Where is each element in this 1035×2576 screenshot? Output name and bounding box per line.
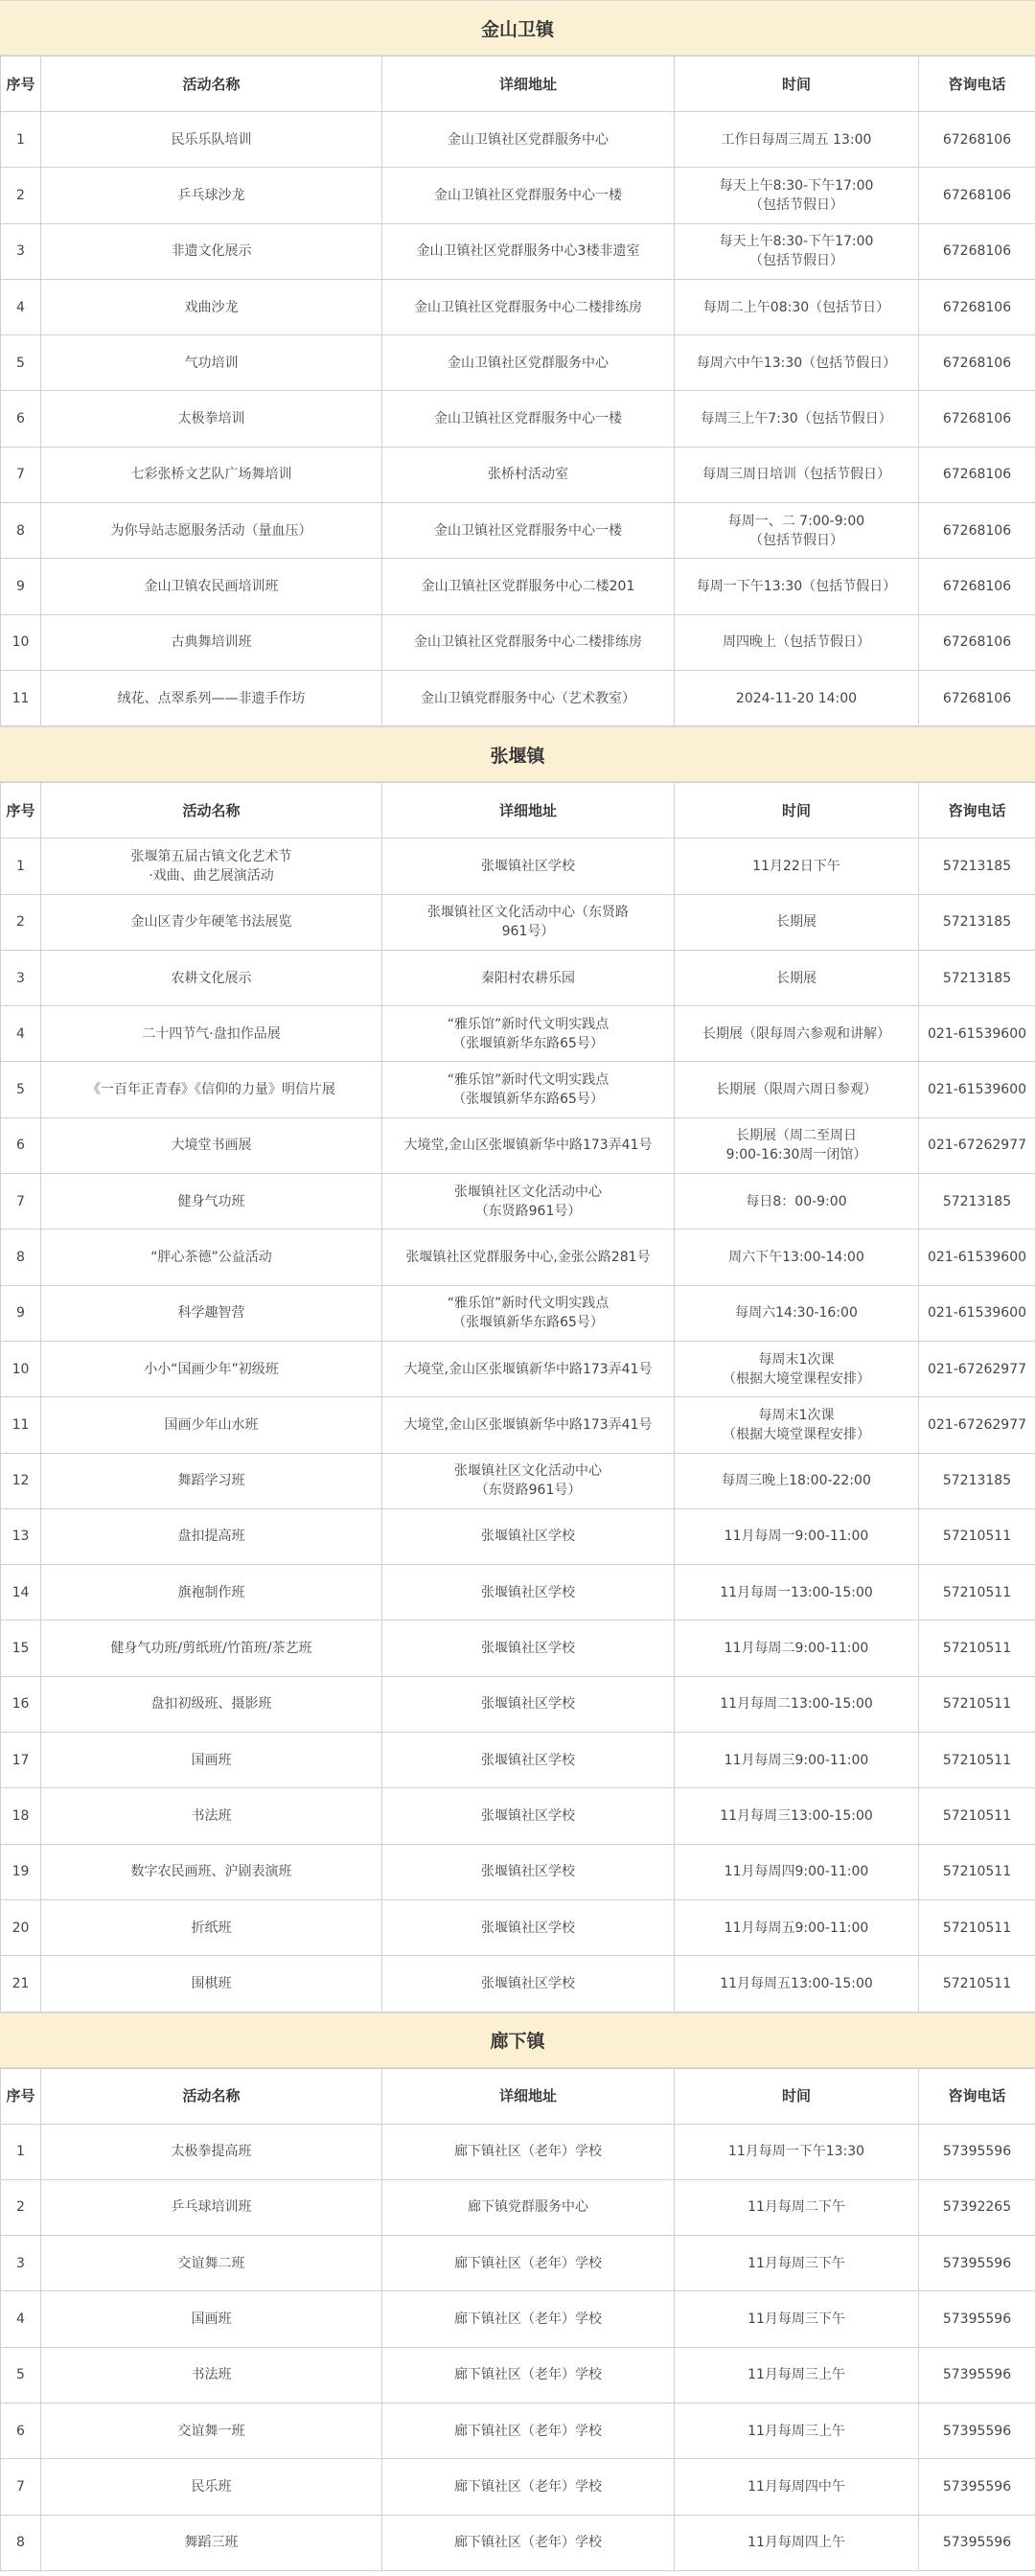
cell-activity-name: 戏曲沙龙 [41,279,382,334]
section-title: 廊下镇 [0,2012,1035,2068]
cell-row-index: 17 [1,1733,41,1788]
cell-row-index: 10 [1,1341,41,1396]
cell-address: “雅乐馆”新时代文明实践点 （张堰镇新华东路65号） [382,1062,675,1117]
table-row [1,1621,1035,1676]
cell-time: 11月每周四中午 [675,2459,919,2515]
section-title: 张堰镇 [0,726,1035,782]
cell-activity-name: 乒乓球培训班 [41,2179,382,2235]
cell-activity-name: 大境堂书画展 [41,1117,382,1173]
header-activity-name: 活动名称 [41,57,382,112]
cell-address: 张堰镇社区学校 [382,1788,675,1844]
cell-time: 每周三周日培训（包括节假日） [675,447,919,502]
cell-row-index: 6 [1,1117,41,1173]
cell-time: 每周三上午7:30（包括节假日） [675,391,919,447]
cell-row-index: 5 [1,2347,41,2403]
header-address: 详细地址 [382,57,675,112]
cell-row-index: 18 [1,1788,41,1844]
cell-phone: 021-61539600 [919,1006,1035,1062]
cell-phone: 57395596 [919,2403,1035,2458]
cell-activity-name: 乒乓球沙龙 [41,168,382,223]
cell-activity-name: 国画少年山水班 [41,1397,382,1453]
table-row [1,279,1035,334]
cell-row-index: 21 [1,1956,41,2012]
cell-address: 张堰镇社区学校 [382,1844,675,1899]
cell-row-index: 3 [1,950,41,1005]
cell-time: 周四晚上（包括节假日） [675,614,919,670]
cell-activity-name: 盘扣初级班、摄影班 [41,1676,382,1732]
table-row [1,2403,1035,2458]
cell-address: 大境堂,金山区张堰镇新华中路173弄41号 [382,1341,675,1396]
cell-activity-name: 金山区青少年硬笔书法展览 [41,894,382,950]
header-row-index: 序号 [1,783,41,839]
table-header-row [1,57,1035,112]
cell-address: 张堰镇社区文化活动中心（东贤路 961号） [382,894,675,950]
cell-address: 张堰镇社区学校 [382,1565,675,1621]
cell-activity-name: 农耕文化展示 [41,950,382,1005]
table-row [1,1174,1035,1230]
cell-phone: 67268106 [919,223,1035,279]
cell-activity-name: 绒花、点翠系列——非遗手作坊 [41,670,382,725]
cell-activity-name: 太极拳培训 [41,391,382,447]
cell-time: 周六下午13:00-14:00 [675,1230,919,1285]
cell-phone: 57395596 [919,2515,1035,2570]
cell-address: 秦阳村农耕乐园 [382,950,675,1005]
cell-time: 长期展（限每周六参观和讲解） [675,1006,919,1062]
cell-address: 廊下镇社区（老年）学校 [382,2347,675,2403]
table-row [1,1006,1035,1062]
cell-time: 长期展 [675,950,919,1005]
cell-row-index: 2 [1,894,41,950]
cell-time: 每日8：00-9:00 [675,1174,919,1230]
cell-row-index: 19 [1,1844,41,1899]
cell-row-index: 11 [1,1397,41,1453]
cell-phone: 021-67262977 [919,1117,1035,1173]
cell-phone: 021-61539600 [919,1285,1035,1341]
cell-activity-name: 二十四节气·盘扣作品展 [41,1006,382,1062]
cell-phone: 67268106 [919,112,1035,168]
cell-time: 2024-11-20 14:00 [675,670,919,725]
cell-phone: 67268106 [919,670,1035,725]
cell-phone: 57210511 [919,1956,1035,2012]
header-time: 时间 [675,2068,919,2124]
table-row [1,894,1035,950]
cell-time: 11月每周二9:00-11:00 [675,1621,919,1676]
table-row [1,559,1035,614]
cell-phone: 57213185 [919,950,1035,1005]
cell-address: 张堰镇社区文化活动中心 （东贤路961号） [382,1174,675,1230]
cell-activity-name: 交谊舞二班 [41,2236,382,2291]
cell-time: 11月每周三下午 [675,2236,919,2291]
cell-phone: 57210511 [919,1899,1035,1955]
cell-row-index: 1 [1,112,41,168]
cell-time: 长期展 [675,894,919,950]
cell-time: 11月每周一9:00-11:00 [675,1508,919,1564]
town-section [0,726,1035,2012]
cell-time: 长期展（限周六周日参观） [675,1062,919,1117]
cell-row-index: 8 [1,1230,41,1285]
cell-address: 大境堂,金山区张堰镇新华中路173弄41号 [382,1117,675,1173]
cell-address: 张堰镇社区学校 [382,1733,675,1788]
cell-activity-name: 七彩张桥文艺队广场舞培训 [41,447,382,502]
cell-activity-name: 书法班 [41,2347,382,2403]
cell-phone: 57395596 [919,2124,1035,2179]
cell-time: 11月每周三13:00-15:00 [675,1788,919,1844]
cell-phone: 57395596 [919,2347,1035,2403]
town-section [0,2012,1035,2571]
cell-phone: 67268106 [919,335,1035,391]
table-row [1,1733,1035,1788]
table-row [1,1565,1035,1621]
table-row [1,670,1035,725]
cell-address: “雅乐馆”新时代文明实践点 （张堰镇新华东路65号） [382,1285,675,1341]
cell-time: 每周三晚上18:00-22:00 [675,1453,919,1508]
header-time: 时间 [675,57,919,112]
table-row [1,1341,1035,1396]
cell-phone: 57213185 [919,894,1035,950]
cell-activity-name: 气功培训 [41,335,382,391]
table-row [1,391,1035,447]
cell-time: 每周二上午08:30（包括节日） [675,279,919,334]
table-row [1,1956,1035,2012]
table-row [1,2236,1035,2291]
cell-time: 每天上午8:30-下午17:00 （包括节假日） [675,223,919,279]
cell-address: 张堰镇社区学校 [382,1621,675,1676]
cell-time: 每周一、二 7:00-9:00 （包括节假日） [675,503,919,559]
cell-row-index: 6 [1,391,41,447]
cell-phone: 57213185 [919,1174,1035,1230]
cell-address: 廊下镇社区（老年）学校 [382,2515,675,2570]
cell-row-index: 15 [1,1621,41,1676]
cell-address: 金山卫镇社区党群服务中心一楼 [382,503,675,559]
cell-activity-name: 围棋班 [41,1956,382,2012]
cell-time: 11月每周四9:00-11:00 [675,1844,919,1899]
table-row [1,2347,1035,2403]
cell-row-index: 10 [1,614,41,670]
cell-address: 张堰镇社区党群服务中心,金张公路281号 [382,1230,675,1285]
cell-address: 张堰镇社区学校 [382,839,675,894]
cell-row-index: 1 [1,2124,41,2179]
cell-address: 廊下镇社区（老年）学校 [382,2459,675,2515]
cell-activity-name: 国画班 [41,2291,382,2347]
cell-phone: 67268106 [919,168,1035,223]
cell-time: 11月每周三下午 [675,2291,919,2347]
cell-address: 廊下镇社区（老年）学校 [382,2124,675,2179]
cell-address: 廊下镇社区（老年）学校 [382,2291,675,2347]
cell-row-index: 16 [1,1676,41,1732]
cell-row-index: 8 [1,503,41,559]
cell-time: 11月22日下午 [675,839,919,894]
cell-address: 廊下镇党群服务中心 [382,2179,675,2235]
cell-row-index: 9 [1,1285,41,1341]
town-section [0,0,1035,726]
cell-time: 11月每周一下午13:30 [675,2124,919,2179]
cell-activity-name: 太极拳提高班 [41,2124,382,2179]
table-row [1,447,1035,502]
cell-address: 金山卫镇社区党群服务中心二楼排练房 [382,614,675,670]
cell-activity-name: 民乐乐队培训 [41,112,382,168]
table-row [1,2459,1035,2515]
cell-address: 金山卫镇社区党群服务中心二楼201 [382,559,675,614]
table-row [1,1117,1035,1173]
cell-activity-name: 舞蹈学习班 [41,1453,382,1508]
cell-phone: 021-61539600 [919,1230,1035,1285]
cell-row-index: 4 [1,279,41,334]
cell-phone: 57395596 [919,2236,1035,2291]
cell-row-index: 1 [1,839,41,894]
cell-row-index: 4 [1,2291,41,2347]
cell-phone: 57213185 [919,1453,1035,1508]
header-phone: 咨询电话 [919,783,1035,839]
table-header-row [1,783,1035,839]
table-row [1,335,1035,391]
header-address: 详细地址 [382,783,675,839]
cell-row-index: 9 [1,559,41,614]
cell-phone: 67268106 [919,279,1035,334]
cell-time: 每天上午8:30-下午17:00 （包括节假日） [675,168,919,223]
cell-activity-name: 交谊舞一班 [41,2403,382,2458]
cell-phone: 57210511 [919,1621,1035,1676]
cell-activity-name: 非遗文化展示 [41,223,382,279]
cell-row-index: 13 [1,1508,41,1564]
table-row [1,950,1035,1005]
cell-phone: 57395596 [919,2459,1035,2515]
cell-address: 金山卫镇社区党群服务中心一楼 [382,391,675,447]
cell-phone: 57210511 [919,1565,1035,1621]
cell-activity-name: 为你导站志愿服务活动（量血压） [41,503,382,559]
cell-time: 11月每周二13:00-15:00 [675,1676,919,1732]
cell-time: 每周末1次课 （根据大境堂课程安排） [675,1341,919,1396]
cell-phone: 57392265 [919,2179,1035,2235]
table-row [1,1508,1035,1564]
cell-address: 张堰镇社区学校 [382,1899,675,1955]
table-row [1,1230,1035,1285]
cell-row-index: 5 [1,1062,41,1117]
table-row [1,2124,1035,2179]
cell-address: 张堰镇社区学校 [382,1956,675,2012]
cell-phone: 57210511 [919,1844,1035,1899]
header-row-index: 序号 [1,2068,41,2124]
cell-phone: 67268106 [919,391,1035,447]
cell-phone: 57210511 [919,1788,1035,1844]
cell-activity-name: 《一百年正青春》《信仰的力量》明信片展 [41,1062,382,1117]
cell-row-index: 8 [1,2515,41,2570]
cell-address: 金山卫镇社区党群服务中心 [382,112,675,168]
header-time: 时间 [675,783,919,839]
header-address: 详细地址 [382,2068,675,2124]
header-row-index: 序号 [1,57,41,112]
cell-activity-name: 科学趣智营 [41,1285,382,1341]
cell-phone: 57210511 [919,1733,1035,1788]
cell-activity-name: 旗袍制作班 [41,1565,382,1621]
table-row [1,1062,1035,1117]
cell-time: 11月每周三上午 [675,2347,919,2403]
cell-row-index: 3 [1,223,41,279]
header-activity-name: 活动名称 [41,783,382,839]
cell-address: 廊下镇社区（老年）学校 [382,2236,675,2291]
cell-address: 大境堂,金山区张堰镇新华中路173弄41号 [382,1397,675,1453]
cell-phone: 57395596 [919,2291,1035,2347]
table-row [1,2515,1035,2570]
cell-address: “雅乐馆”新时代文明实践点 （张堰镇新华东路65号） [382,1006,675,1062]
cell-address: 金山卫镇党群服务中心（艺术教室） [382,670,675,725]
cell-row-index: 5 [1,335,41,391]
cell-activity-name: 盘扣提高班 [41,1508,382,1564]
cell-activity-name: 书法班 [41,1788,382,1844]
cell-phone: 57210511 [919,1676,1035,1732]
table-row [1,223,1035,279]
cell-phone: 67268106 [919,447,1035,502]
cell-row-index: 3 [1,2236,41,2291]
cell-activity-name: 小小“国画少年”初级班 [41,1341,382,1396]
table-row [1,2291,1035,2347]
cell-row-index: 20 [1,1899,41,1955]
cell-address: 张堰镇社区文化活动中心 （东贤路961号） [382,1453,675,1508]
cell-time: 每周六14:30-16:00 [675,1285,919,1341]
cell-address: 张堰镇社区学校 [382,1676,675,1732]
cell-time: 11月每周二下午 [675,2179,919,2235]
cell-activity-name: “胖心茶德”公益活动 [41,1230,382,1285]
cell-activity-name: 国画班 [41,1733,382,1788]
cell-phone: 021-67262977 [919,1397,1035,1453]
cell-time: 11月每周五9:00-11:00 [675,1899,919,1955]
table-row [1,1453,1035,1508]
cell-address: 张堰镇社区学校 [382,1508,675,1564]
table-row [1,2179,1035,2235]
cell-time: 每周六中午13:30（包括节假日） [675,335,919,391]
cell-phone: 57213185 [919,839,1035,894]
cell-address: 廊下镇社区（老年）学校 [382,2403,675,2458]
header-phone: 咨询电话 [919,57,1035,112]
cell-address: 金山卫镇社区党群服务中心二楼排练房 [382,279,675,334]
cell-time: 长期展（周二至周日 9:00-16:30周一闭馆） [675,1117,919,1173]
cell-activity-name: 折纸班 [41,1899,382,1955]
cell-phone: 67268106 [919,614,1035,670]
cell-phone: 021-67262977 [919,1341,1035,1396]
cell-activity-name: 数字农民画班、沪剧表演班 [41,1844,382,1899]
cell-activity-name: 金山卫镇农民画培训班 [41,559,382,614]
cell-time: 每周一下午13:30（包括节假日） [675,559,919,614]
cell-time: 11月每周三9:00-11:00 [675,1733,919,1788]
cell-row-index: 2 [1,2179,41,2235]
table-row [1,503,1035,559]
table-row [1,1844,1035,1899]
cell-activity-name: 健身气功班/剪纸班/竹笛班/茶艺班 [41,1621,382,1676]
cell-time: 11月每周四上午 [675,2515,919,2570]
table-row [1,1397,1035,1453]
cell-activity-name: 民乐班 [41,2459,382,2515]
table-row [1,1899,1035,1955]
activity-table [0,2068,1035,2571]
table-row [1,1788,1035,1844]
table-row [1,112,1035,168]
cell-address: 金山卫镇社区党群服务中心一楼 [382,168,675,223]
cell-activity-name: 舞蹈三班 [41,2515,382,2570]
cell-address: 金山卫镇社区党群服务中心3楼非遗室 [382,223,675,279]
cell-phone: 021-61539600 [919,1062,1035,1117]
cell-row-index: 7 [1,1174,41,1230]
cell-phone: 57210511 [919,1508,1035,1564]
activity-table [0,782,1035,2012]
cell-row-index: 14 [1,1565,41,1621]
table-header-row [1,2068,1035,2124]
cell-row-index: 12 [1,1453,41,1508]
table-row [1,614,1035,670]
table-row [1,1676,1035,1732]
cell-activity-name: 健身气功班 [41,1174,382,1230]
cell-row-index: 2 [1,168,41,223]
table-row [1,168,1035,223]
cell-address: 张桥村活动室 [382,447,675,502]
cell-row-index: 11 [1,670,41,725]
cell-row-index: 7 [1,2459,41,2515]
cell-row-index: 4 [1,1006,41,1062]
activity-table [0,56,1035,726]
cell-row-index: 7 [1,447,41,502]
cell-phone: 67268106 [919,503,1035,559]
header-activity-name: 活动名称 [41,2068,382,2124]
table-row [1,1285,1035,1341]
cell-row-index: 6 [1,2403,41,2458]
cell-activity-name: 张堰第五届古镇文化艺术节 ·戏曲、曲艺展演活动 [41,839,382,894]
cell-time: 11月每周五13:00-15:00 [675,1956,919,2012]
cell-address: 金山卫镇社区党群服务中心 [382,335,675,391]
section-title: 金山卫镇 [0,0,1035,56]
cell-time: 11月每周一13:00-15:00 [675,1565,919,1621]
cell-activity-name: 古典舞培训班 [41,614,382,670]
cell-time: 11月每周三上午 [675,2403,919,2458]
header-phone: 咨询电话 [919,2068,1035,2124]
cell-time: 工作日每周三周五 13:00 [675,112,919,168]
table-row [1,839,1035,894]
cell-time: 每周末1次课 （根据大境堂课程安排） [675,1397,919,1453]
cell-phone: 67268106 [919,559,1035,614]
